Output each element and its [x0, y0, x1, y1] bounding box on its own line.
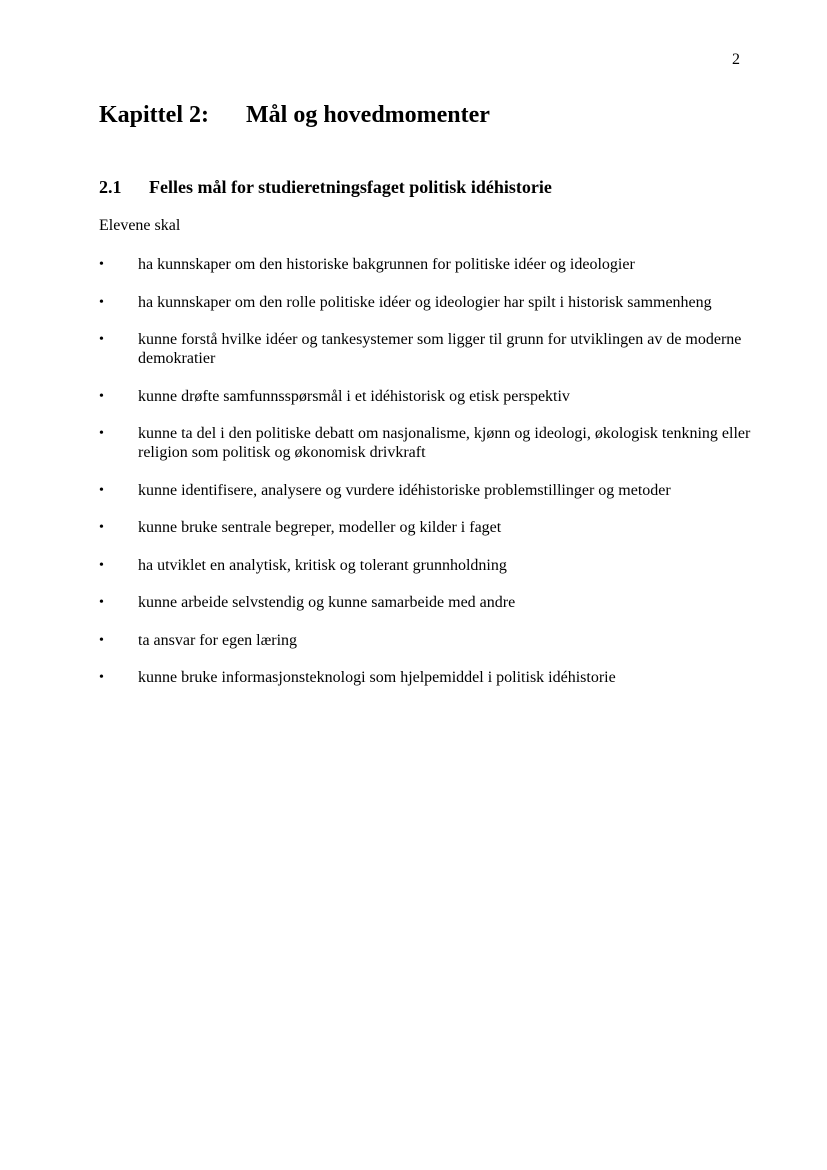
bullet-icon: • [99, 670, 104, 685]
bullet-icon: • [99, 557, 104, 573]
bullet-icon: • [99, 332, 104, 347]
bullet-icon: • [99, 595, 104, 610]
goal-text: ha utviklet en analytisk, kritisk og tolerant grunnholdning [138, 556, 507, 574]
chapter-title: Mål og hovedmomenter [246, 102, 490, 128]
list-item [99, 668, 759, 687]
list-item [99, 631, 759, 650]
goal-text: ha kunnskaper om den historiske bakgrunnen for politiske idéer og ideologier [138, 256, 635, 273]
section-number: 2.1 [99, 177, 122, 197]
list-item [99, 387, 759, 406]
goal-text: kunne drøfte samfunnsspørsmål i et idéhistorisk og etisk perspektiv [138, 387, 570, 405]
chapter-number: Kapittel 2: [99, 102, 209, 128]
section-heading [99, 176, 552, 198]
bullet-icon: • [99, 520, 104, 535]
list-item [99, 255, 759, 274]
goal-list [99, 255, 759, 706]
goal-text: kunne forstå hvilke idéer og tankesystemer som ligger til grunn for utviklingen av de moderne demokratier [138, 331, 742, 367]
goal-text: ta ansvar for egen læring [138, 631, 298, 649]
chapter-heading [99, 100, 490, 130]
list-item [99, 518, 759, 537]
list-item [99, 293, 759, 312]
goal-text: ha kunnskaper om den rolle politiske idéer og ideologier har spilt i historisk sammenheng [138, 293, 712, 311]
list-item [99, 481, 759, 500]
bullet-icon: • [99, 482, 104, 498]
intro-text: Elevene skal [99, 217, 181, 234]
bullet-icon: • [99, 294, 104, 310]
goal-text: kunne ta del i den politiske debatt om nasjonalisme, kjønn og ideologi, økologisk tenkning eller religion som politisk og økonomisk drivkraft [138, 425, 751, 461]
list-item [99, 330, 759, 368]
list-item [99, 593, 759, 612]
page-number: 2 [732, 51, 740, 68]
goal-text: kunne bruke sentrale begreper, modeller og kilder i faget [138, 519, 502, 536]
list-item [99, 424, 759, 462]
list-item [99, 556, 759, 575]
bullet-icon: • [99, 388, 104, 404]
bullet-icon: • [99, 632, 104, 648]
goal-text: kunne arbeide selvstendig og kunne samarbeide med andre [138, 594, 516, 611]
bullet-icon: • [99, 426, 104, 441]
goal-text: kunne identifisere, analysere og vurdere idéhistoriske problemstillinger og metoder [138, 481, 671, 499]
bullet-icon: • [99, 257, 104, 272]
goal-text: kunne bruke informasjonsteknologi som hjelpemiddel i politisk idéhistorie [138, 669, 616, 686]
section-title: Felles mål for studieretningsfaget politisk idéhistorie [149, 177, 552, 197]
